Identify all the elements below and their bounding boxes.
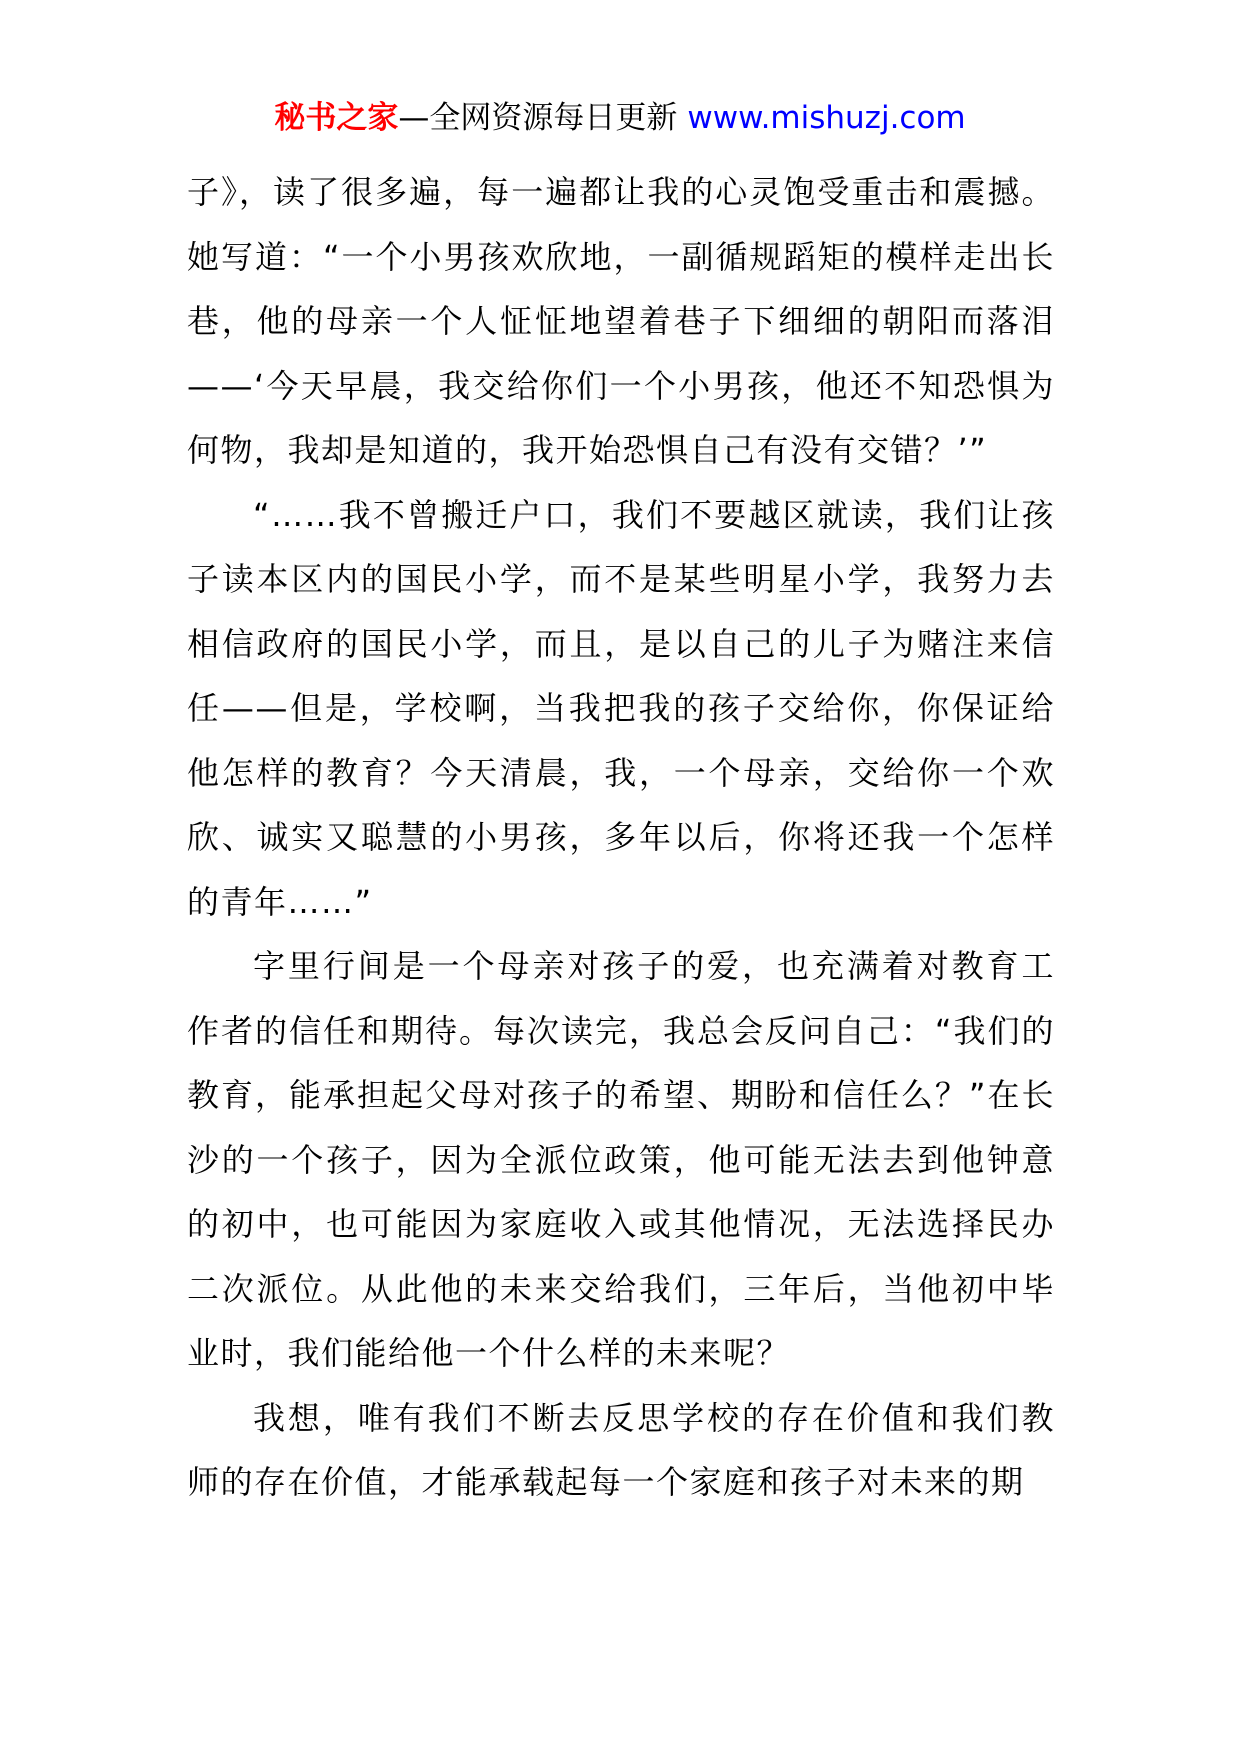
site-brand: 秘书之家 — [274, 100, 399, 136]
article-body — [187, 160, 1055, 1515]
site-url-link[interactable]: www.mishuzj.com — [687, 100, 966, 136]
paragraph: 字里行间是一个母亲对孩子的爱，也充满着对教育工作者的信任和期待。每次读完，我总会反问自己：“我们的教育，能承担起父母对孩子的希望、期盼和信任么？”在长沙的一个孩子，因为全派位政策，他可能无法去到他钟意的初中，也可能因为家庭收入或其他情况，无法选择民办二次派位。从此他的未来交给我们，三年后，当他初中毕业时，我们能给他一个什么样的未来呢？ — [187, 947, 1055, 1372]
site-header — [0, 96, 1240, 140]
site-tagline: —全网资源每日更新 — [398, 100, 678, 136]
paragraph: 子》，读了很多遍，每一遍都让我的心灵饱受重击和震撼。她写道：“一个小男孩欢欣地，一副循规蹈矩的模样走出长巷，他的母亲一个人怔怔地望着巷子下细细的朝阳而落泪——‘今天早晨，我交给你们一个小男孩，他还不知恐惧为何物，我却是知道的，我开始恐惧自己有没有交错？’” — [187, 173, 1055, 469]
paragraph: “……我不曾搬迁户口，我们不要越区就读，我们让孩子读本区内的国民小学，而不是某些明星小学，我努力去相信政府的国民小学，而且，是以自己的儿子为赌注来信任——但是，学校啊，当我把我的孩子交给你，你保证给他怎样的教育？今天清晨，我，一个母亲，交给你一个欢欣、诚实又聪慧的小男孩，多年以后，你将还我一个怎样的青年……” — [187, 495, 1055, 921]
paragraph: 我想，唯有我们不断去反思学校的存在价值和我们教师的存在价值，才能承载起每一个家庭和孩子对未来的期 — [187, 1398, 1055, 1501]
